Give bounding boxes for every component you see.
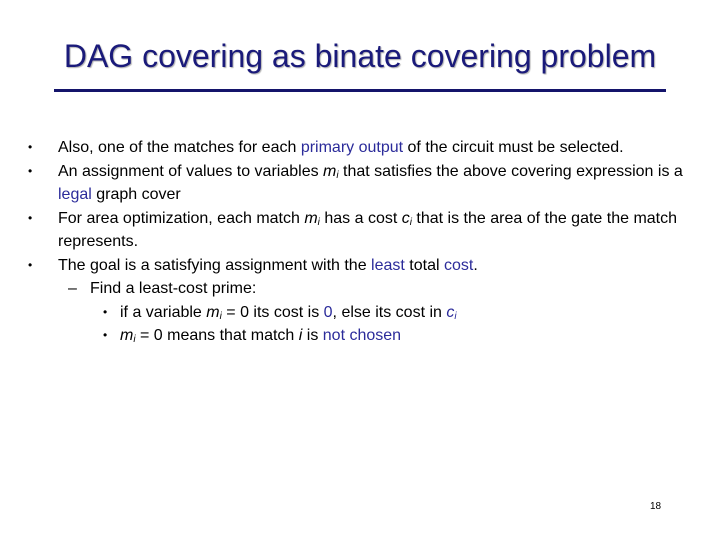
slide-body — [28, 136, 708, 348]
title-underline — [54, 89, 666, 92]
highlight-ci: c — [446, 303, 455, 321]
sub-bullet-least-cost-prime: – Find a least-cost prime: — [28, 277, 708, 301]
sub-sub-bullet-cost-rule: • if a variable $m_i = 0$ its cost is 0, else its cost in $c_i$ — [28, 301, 708, 325]
highlight-zero: 0 — [323, 303, 333, 321]
bullet-dot: • — [28, 140, 33, 154]
bullet-area-optimization: • For area optimization, each match $m_i$ has a cost $c_i$ that is the area of the gate the match represents. — [28, 207, 708, 254]
page-number: 18 — [650, 501, 662, 512]
highlight-primary-output: primary output — [300, 139, 404, 156]
bullet-dot: • — [103, 328, 108, 342]
highlight-legal: legal — [58, 186, 92, 203]
sub-sub-bullet-not-chosen: • $m_i = 0$ means that match i is not chosen — [28, 324, 708, 348]
bullet-primary-output: • Also, one of the matches for each primary output of the circuit must be selected. — [28, 136, 708, 160]
bullet-goal: • The goal is a satisfying assignment with the least total cost. — [28, 254, 708, 278]
bullet-dot: • — [28, 163, 33, 178]
bullet-dot: • — [103, 304, 108, 319]
dash-marker: – — [68, 280, 77, 297]
highlight-cost: cost — [443, 256, 474, 274]
slide-title: DAG covering as binate covering problem — [63, 38, 657, 74]
bullet-dot: • — [28, 210, 33, 225]
bullet-dot: • — [28, 257, 33, 272]
highlight-not-chosen: not chosen — [322, 327, 402, 344]
bullet-legal-cover: • An assignment of values to variables $m_i$ that satisfies the above covering expression is a legal graph cover — [28, 160, 708, 207]
highlight-least: least — [371, 256, 405, 274]
